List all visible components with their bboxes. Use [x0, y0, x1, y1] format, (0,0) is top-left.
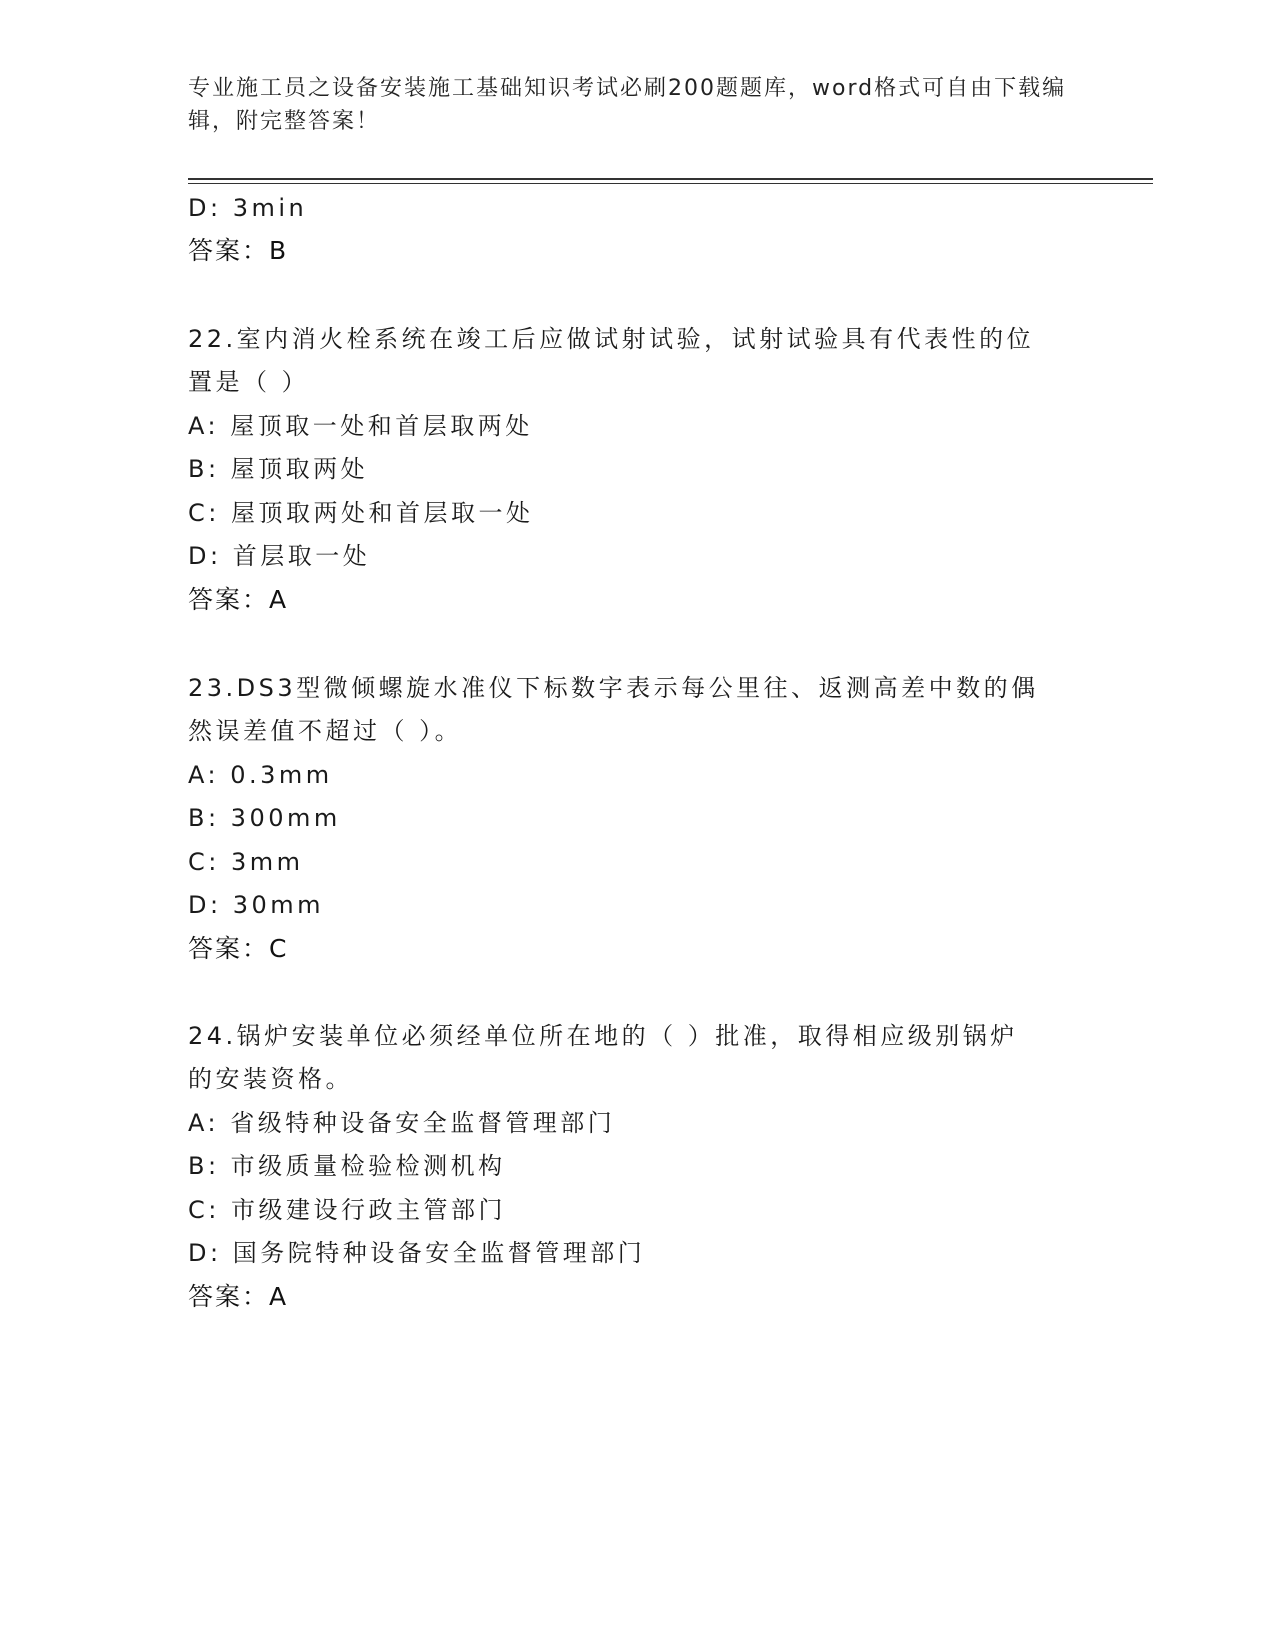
document-header-title: 专业施工员之设备安装施工基础知识考试必刷200题题库，word格式可自由下载编辑，附完整答案！: [188, 76, 1067, 134]
question-23-option-d: D: 30mm: [188, 891, 324, 919]
carryover-option-d: D: 3min: [188, 194, 308, 222]
question-24-stem-line-1: 24.锅炉安装单位必须经单位所在地的（ ）批准，取得相应级别锅炉: [188, 1022, 1018, 1050]
question-23-stem-line-2: 然误差值不超过（ ）。: [188, 717, 463, 745]
question-23-option-a: A: 0.3mm: [188, 761, 333, 789]
question-22-option-b: B: 屋顶取两处: [188, 455, 369, 483]
question-24-option-d: D: 国务院特种设备安全监督管理部门: [188, 1239, 646, 1267]
header-divider-thin: [188, 183, 1153, 184]
question-23-stem-line-1: 23.DS3型微倾螺旋水准仪下标数字表示每公里往、返测高差中数的偶: [188, 674, 1039, 702]
question-24-option-a: A: 省级特种设备安全监督管理部门: [188, 1109, 616, 1137]
question-24-stem-line-2: 的安装资格。: [188, 1065, 353, 1093]
question-24-option-c: C: 市级建设行政主管部门: [188, 1196, 506, 1224]
question-23-option-c: C: 3mm: [188, 848, 304, 876]
header-divider-thick: [188, 178, 1153, 180]
question-23-answer: 答案：C: [188, 934, 289, 963]
question-23-option-b: B: 300mm: [188, 804, 341, 832]
question-22-answer: 答案：A: [188, 585, 289, 614]
question-24-answer: 答案：A: [188, 1282, 289, 1311]
carryover-answer: 答案：B: [188, 236, 289, 265]
question-24-option-b: B: 市级质量检验检测机构: [188, 1152, 506, 1180]
question-22-option-d: D: 首层取一处: [188, 542, 371, 570]
question-22-stem-line-1: 22.室内消火栓系统在竣工后应做试射试验，试射试验具有代表性的位: [188, 325, 1035, 353]
question-22-stem-line-2: 置是（ ）: [188, 368, 310, 396]
question-22-option-c: C: 屋顶取两处和首层取一处: [188, 499, 534, 527]
question-22-option-a: A: 屋顶取一处和首层取两处: [188, 412, 533, 440]
